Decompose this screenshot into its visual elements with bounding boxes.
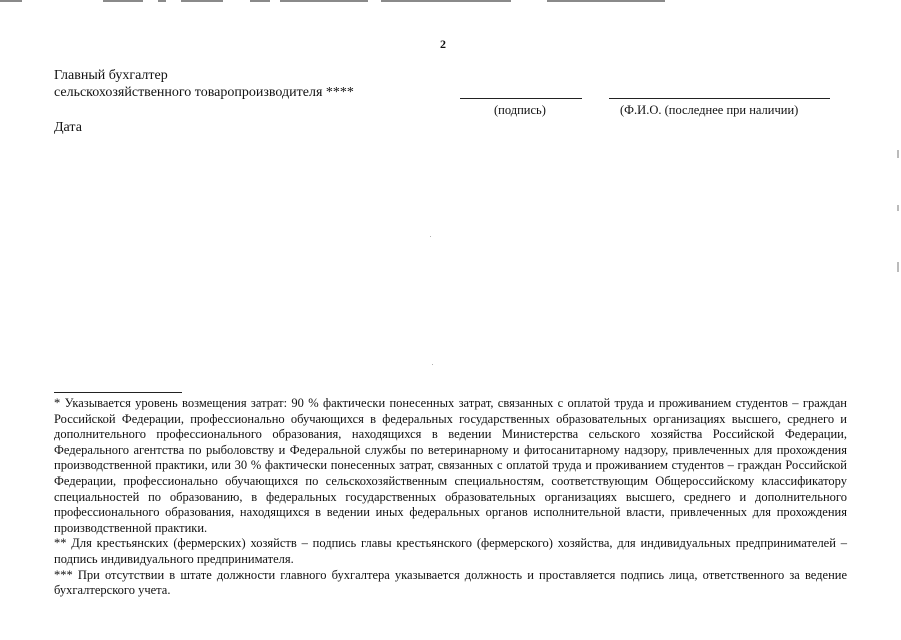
fio-caption: (Ф.И.О. (последнее при наличии)	[620, 103, 799, 117]
fio-line	[609, 98, 830, 99]
footnote-2: ** Для крестьянских (фермерских) хозяйств – подпись главы крестьянского (фермерского) хозяйства, для индивидуальных предпринимателей – подпись индивидуального предпринимателя.	[54, 536, 847, 566]
footnote-separator	[54, 392, 182, 393]
date-label: Дата	[54, 120, 82, 135]
footnotes-section	[54, 396, 847, 599]
signature-title-line-2: сельскохозяйственного товаропроизводителя ****	[54, 85, 354, 100]
scan-speck	[430, 236, 431, 237]
signature-caption: (подпись)	[494, 103, 546, 117]
signature-block-title	[54, 67, 354, 101]
page-number: 2	[440, 37, 446, 51]
signature-title-line-1: Главный бухгалтер	[54, 68, 168, 83]
footnote-3: *** При отсутствии в штате должности главного бухгалтера указывается должность и проставляется подпись лица, ответственного за ведение бухгалтерского учета.	[54, 567, 847, 598]
scan-speck	[432, 364, 433, 365]
footnote-1: * Указывается уровень возмещения затрат: 90 % фактически понесенных затрат, связанных с оплатой труда и проживанием студентов – граждан Российской Федерации, профессионально обучающихся в федеральных государственных образовательных организациях высшего, среднего и дополнительного профессионального образования, находящихся в ведении Министерства сельского хозяйства Российской Федерации, Федерального агентства по рыболовству и Федеральной службы по ветеринарному и фитосанитарному надзору, привлеченных для прохождения производственной практики, или 30 % фактически понесенных затрат, связанных с оплатой труда и проживанием студентов – граждан Российской Федерации, профессионально обучающихся по сельскохозяйственным специальностям, соответствующим Общероссийскому классификатору специальностей по образованию, в федеральных государственных образовательных организациях высшего, среднего и дополнительного профессионального образования, находящихся в ведении иных федеральных органов исполнительной власти, привлеченных для прохождения производственной практики.	[54, 396, 847, 535]
signature-line	[460, 98, 582, 99]
scan-top-edge-artifacts	[0, 0, 901, 3]
